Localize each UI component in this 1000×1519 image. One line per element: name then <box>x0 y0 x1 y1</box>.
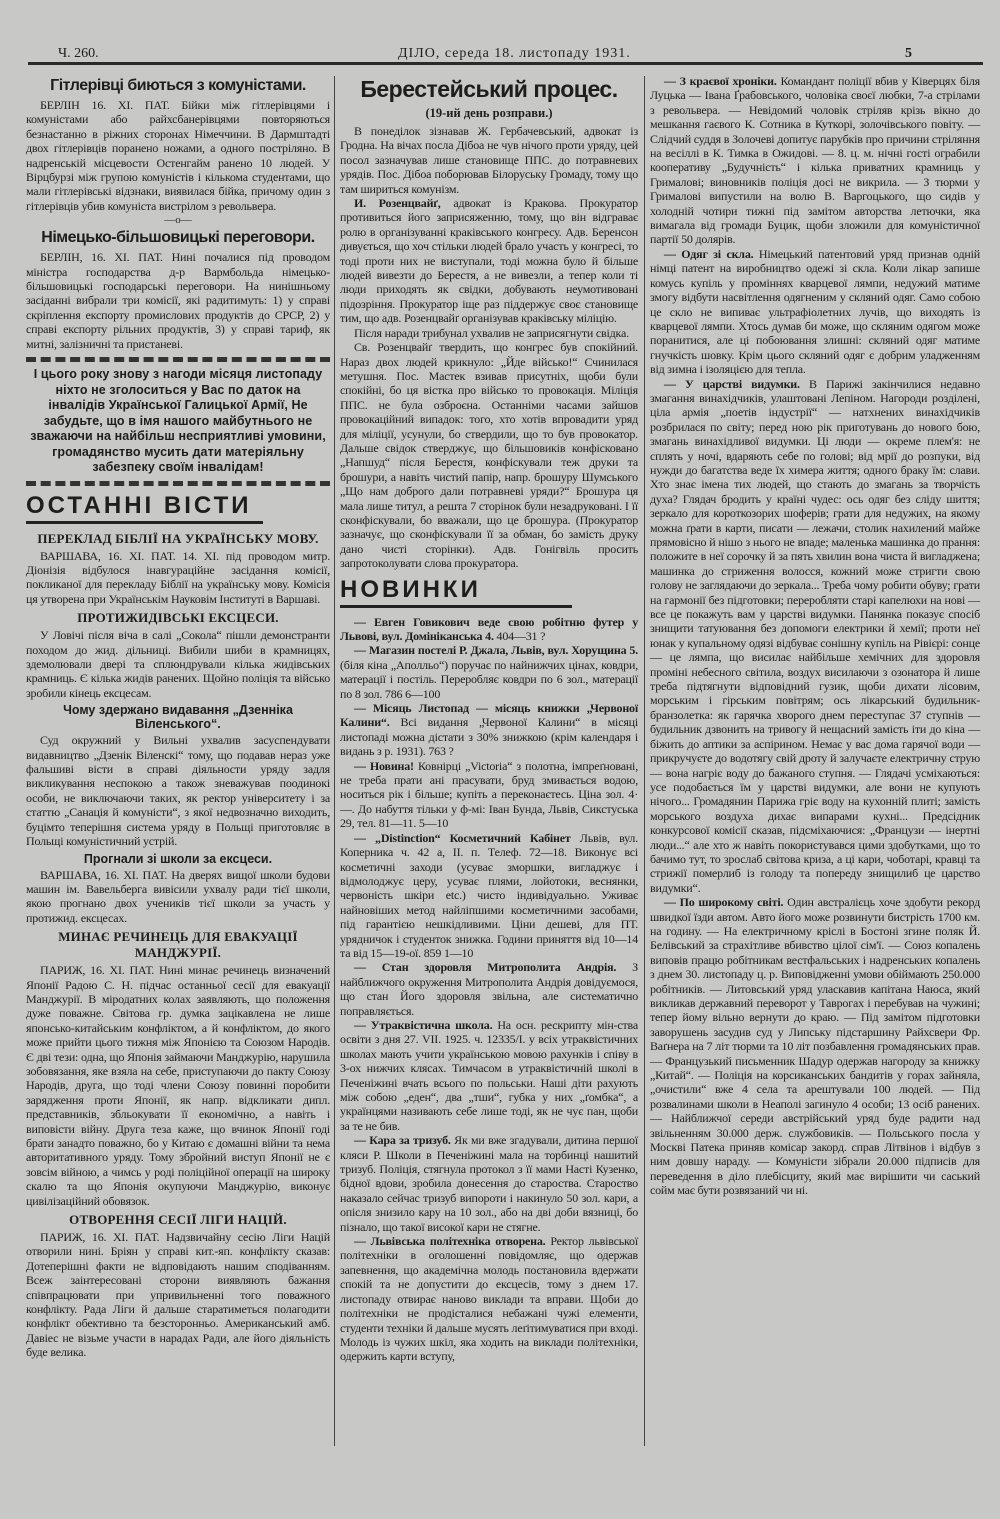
paragraph-lead: — Львівська політехніка отворена. <box>354 1234 546 1249</box>
issue-number: Ч. 260. <box>58 46 99 61</box>
article-paragraph <box>650 74 980 247</box>
newspaper-title-date: ДІЛО, середа 18. листопаду 1931. <box>398 46 631 61</box>
paragraph-lead: — Одяг зі скла. <box>664 246 754 261</box>
article-paragraph <box>650 247 980 377</box>
sub-headline: Чому здержано видавання „Дзенніка Віленського“. <box>63 703 293 732</box>
article-paragraph <box>340 759 638 831</box>
paragraph-lead: — „Distinction“ Косметичний Кабінет <box>354 830 571 845</box>
paragraph-text: 404—31 ? <box>493 629 546 643</box>
article-paragraph <box>340 1234 638 1364</box>
article-paragraph <box>340 1133 638 1234</box>
section-banner: НОВИНКИ <box>340 576 572 608</box>
paragraph-lead: — Місяць Листопад — місяць книжки „Червоної Калини“. <box>340 701 638 730</box>
column-2 <box>340 74 638 1364</box>
paragraph-lead: — Магазин постелі Р. Джала, Львів, вул. Хорущина 5. <box>354 643 638 658</box>
header-rule <box>28 62 983 65</box>
article-paragraph: ПАРИЖ, 16. XI. ПАТ. Надзвичайну сесію Ліги Націй отворили нині. Бріян у справі кит.-яп. конфлікту сказав: Дотеперішні факти не відповідають нашим сподіванням. Всеж заінтересовані сторони виявляють бажання співпрацювати при упривильненні того поважного конфлікту. Рада Ліги й дальше старатиметься полагодити конфлікт обективно та безсторонньо. Американський амб. Давіес не візьме участи в нарадах Ради, але його діяльність буде велика. <box>26 1230 330 1360</box>
article-paragraph: ВАРШАВА, 16. XI. ПАТ. На дверях вищої школи будови машин ім. Вавельберга вивісили ухвалу ради тієї школи, якою прогнано двох учеників тієї школи за участь у протижид. ексцесах. <box>26 867 330 925</box>
article-paragraph <box>650 377 980 896</box>
paragraph-lead: — Евген Говикович веде свою робітню футер у Львові, вул. Домініканська 4. <box>340 614 638 643</box>
article-paragraph: В понеділок зізнавав Ж. Гербачевський, адвокат із Гродна. На вічах посла Дібоа не чув нічого проти уряду, цей посол зазначував лише становище ППС. до потравневих урядів. Пос. Дібоа поборював Білоруську Громаду, тому що там шириться комунізм. <box>340 124 638 196</box>
article-paragraph: Після наради трибунал ухвалив не заприсягнути свідка. <box>354 325 629 340</box>
column-3 <box>650 74 980 1198</box>
column-1 <box>26 74 330 1360</box>
headline: Гітлерівці биються з комуністами. <box>50 77 306 94</box>
article-paragraph: ПАРИЖ, 16. XI. ПАТ. Нині минає речинець визначений Японії Радою С. Н. підчас останньої сесії для евакуації Манджурії. В міродатних колах заявляють, що положення дуже поважне. Світова гр. думка зацікавлена не лише японсько-китайським конфліктом, а й конфліктом, до якого може прийти цього тижня між Японією та Союзом Народів. Є дві тези: одна, що Японія займаючи Манджурію, нарушила зобовязання, яке взяла на себе, приступаючи до пакту Союзу Народів, друга, що тоді члени Союзу повинні поробити зарядження проти Японії, як напр. відкликати дипл. представників, збльокувати її економічно, а навіть і виповісти війну. Друга теза каже, що вчинок Японії годі брати занадто поважно, бо у Китаю є домашні війни та нема авторитативного уряду. Тому збройний виступ Японії не є зовсім війною, а чимсь у роді поліційної операції на широку скалю та що Японія окупуючи Манджурію, виконує цивілізаційний обовязок. <box>26 963 330 1208</box>
section-headline: МИНАЄ РЕЧИНЕЦЬ ДЛЯ ЕВАКУАЦІЇ МАНДЖУРІЇ. <box>58 929 298 961</box>
paragraph-lead: — Стан здоровля Митрополита Андрія. <box>354 960 617 975</box>
paragraph-text: Ковнірці „Victoria“ з полотна, імпреґновані, не треба прати ані прасувати, бруд змивається водою, носиться рік і більше; купіть а переконаєтесь. Ціна зол. 4·—. До набуття тільки у ф-мі: Іван Бунда, Львів, Сикстуська 29, тел. 81—11. 5—10 <box>340 758 638 831</box>
headline: Німецько-більшовицькі переговори. <box>41 229 315 247</box>
paragraph-text: Ректор львівської політехніки в оголошенні повідомляє, що одержав запевнення, що академічна молодь постановила вдержати спокій та не допустити до ексцесів, тому з днем 17. листопаду отвирає наново виклади та вправи. Щоби до політехніки не продісталися небажані чужі елементи, студенти техніки й дальше мусять леґітимуватися при вході. Молодь із чужих шкіл, яка ходить на виклади політехніки, одержить карти вступу, <box>340 1234 638 1364</box>
main-headline: Берестейський процес. <box>360 76 618 102</box>
article-paragraph <box>340 1018 638 1133</box>
paragraph-text: Німецький патентовий уряд признав одній німці патент на виробництво одежі зі скла. Коли лікар запише комусь купіль у проміннях кварцевої лямпи, недужий матиме змогу відбути насвітлення одягненим у скляний одяг. Само собою це скло не випиває ультрафіолетних лучів, що виходять із кварцевої лямпи. Хтось думав би може, що скляним одягом може поранитися, але ці побоювання злишні: скляний одяг матиме гнучкість шовку. Крім цього скляний одяг є добрим уладженням від зимна і ізоляцією для тепла. <box>650 246 980 377</box>
paragraph-lead: — Новина! <box>354 758 414 773</box>
section-headline: ПЕРЕКЛАД БІБЛІЇ НА УКРАЇНСЬКУ МОВУ. <box>37 530 319 546</box>
sub-headline: Прогнали зі школи за ексцеси. <box>83 851 273 866</box>
subtitle: (19-ий день розправи.) <box>425 106 553 120</box>
article-paragraph <box>340 643 638 701</box>
column-divider <box>644 76 645 1446</box>
paragraph-text: З найближчого окруження Митрополита Андрія довідуємося, що стан Його здоровля звільна, але систематично поправляється. <box>340 960 638 1018</box>
article-paragraph <box>340 701 638 759</box>
article-paragraph: У Ловічі після віча в салі „Сокола“ пішли демонстранти походом до жид. дільниці. Вибили шиби в крамницях, здемолювали двері та сплюндрували кілька жидівських крамниць. Є кілька жидів ранених. Щойно поліція та військо зробили кінець ексцесам. <box>26 628 330 700</box>
paragraph-lead: — Кара за тризуб. <box>354 1133 451 1148</box>
paragraph-lead: — Утраквістична школа. <box>354 1017 493 1032</box>
article-paragraph: ВАРШАВА, 16. XI. ПАТ. 14. XI. під проводом митр. Діонізія відбулося інавгураційне засідання комісії, покликаної для перекладу Біблії на українську мову. Комісія ця утворена при Українськім Науковім Інституті в Варшаві. <box>26 548 330 606</box>
article-paragraph <box>340 831 638 961</box>
article-paragraph <box>650 895 980 1198</box>
paragraph-text: Всі видання „Червоної Калини“ в місяці листопаді можна дістати з 30% знижкою (крім календаря і видань з р. 1931). 763 ? <box>340 715 638 759</box>
paragraph-text: Як ми вже згадували, дитина першої кляси Р. Школи в Печеніжині мала на торбинці нашитий тризуб. Поліція, стягнула протокол з її мами Насті Кузенко, бідної вдови, зробила донесення до староства. Староство наказало сейчас тризуб випороти і накинуло 50 зол. кари, а опісля знизило кару на 10 зол., або на дві доби вязниці, бо пізнало, що такої високої кари не стягне. <box>340 1133 638 1234</box>
article-paragraph <box>340 960 638 1018</box>
paragraph-text: адвокат із Кракова. Прокуратор противиться його заприсяженню, тому, що він відграває ролю в організуванні краківського конгресу. Адв. Беренсон дивується, що хоч стільки людей брало участь у конгресі, то тоді проти них не виступали, тоді можна було й більше людей вивезти до Берестя, а не вивезли, а тепер коли ті люди приходять як свідки, добувають неумотивовані підозріння. Прокуратор іще раз піддержує своє становище тим, що адв. Розенцвайґ організував краківську міліцію. <box>340 196 638 326</box>
paragraph-lead: И. Розенцвайґ, <box>354 196 441 211</box>
paragraph-text: В Парижі закінчилися недавно змагання винахідчиків, улаштовані Лепіном. Нагороди розділені, ціла армія „поетів індустрії“ — натхнених винахідчиків розбрилася по світу; перед ною рік приготувань до нового бою, змагань винахідливої видумки. Ці люди — окреме плем'я: не сплять у ночі, вдаряють себе по голові; від мрії до розпуки, від нужди до багатства веде їх химера життя; одного браку їм: слави. Хто знає імена тих людей, що стають до змагань за творчість духа? Глядач бродить у країні чудес: ось одяг без сліду шиття; зеркало для короткозорих шоферів; грати для недужих, на якому можна ґрати в карти, писати — лежачи, столик нахилений майже прямовісно й нішо з нього не впаде; маленька машинка до прання: положите в неї сорочку й за пять хвилин вона чиста й вигладжена; машинка до стриження волосся, кожний може стригти свою голову не заглядаючи до зеркала... Треба чому робити обуву; грати на гармонії без підготовки; переробляти старі капелюхи на нові — все це покажуть вам у царстві видумки. Панянка показує спосіб знищити татуювання без допомоги електрики й хемії; проти неї юнак у купальному одязі відбуває сонішну купіль на Рівієрі: сонце — це лямпа, що висилає найбільше хемічних для здоровля проміні небесного світила, воздух висилаючи з озонатора й лише треба підтягнути відповідний гузик, щоби дихати лісовим, морським і гірським повітрям; ось лікарський будильник-бранзолетка: як гарячка хворого днем переступає 37 ступнів — будильник дзвонить на тривогу й нещасний замість іти до кіна — біжить до аптики за аспірином. Немає у вас дома гарячої води — прикручуєте до водотягу свій дроту й залучаєте електричну струю — вона нагріє воду до бажаного ступня. — Глядачі усміхаються: усе подобається їм у царстві видумки, але вони не купують нічого... Громадянин Парижа гріє воду на кухонній плиті; замість морського воздуха дихає випарами кухні... Предсідник конкурсової комісії сказав, підсміхаючися: „Французи — інертні люди...“ але хто ж навіть покористувався цими здобутками, що то бачимо тут, то зрослаб світова криза, а ці кари, чоботарі, кравці та стрижії померлиб із голоду та попереду знищилиб це царство видумки“. <box>650 376 980 895</box>
paragraph-lead: — З краєвої хроніки. <box>664 74 777 88</box>
paragraph-text: Один австралієць хоче здобути рекорд швидкої їзди автом. Авто його може розвинути бистрість 1700 км. на годину. — На електричному кріслі в Бостоні згине поляк Й. Белівський за страхітливе вбивство цілої сім'ї. — Союз копалень виповів працю робітникам вестфальських і надренських копалень з днем 30. листопаду ц. р. Виповідженні умови обіймають 250.000 робітників. — Литовський уряд улаcкавив капітана Наюса, який викликав державний переворот у Таврогах і перебував на чужині; тепер йому вільно вернути до краю. — Під замітом підготовки заворушень засудив суд у Липську підстаршину Райхсвери Фр. Ваґнера на 7 літ тюрми та 10 літ позбавлення громадянських прав. — Французький письменник Шадур одержав нагороду за книжку „Китай“. — Поліція на корсиканських бандитів у горах зайняла, „очистили“ вже 4 села та арештували 100 людей. — Під розвалинами школи в Неаполі загинуло 4 особи; 13 осіб ранених. — Найближчої середи австрійський уряд буде радити над звільненням 30.000 держ. службовиків. — Польського посла у Москві Патека приняв комісар закорд. справ Літвінов і відбув з ним довшу нараду. — Комуністи зібрали 20.000 підписів для переведення в діло плебісциту, який має вирішити чи саський сойм має бути розвязаний чи ні. <box>650 895 981 1198</box>
section-banner: ОСТАННІ ВІСТИ <box>26 492 263 524</box>
paragraph-lead: — У царстві видумки. <box>664 376 800 391</box>
paragraph-lead: — По широкому світі. <box>664 895 784 910</box>
section-headline: ПРОТИЖИДІВСЬКІ ЕКСЦЕСИ. <box>77 610 279 626</box>
paragraph-text: Львів, вул. Коперника ч. 42 а, II. п. Телеф. 72—18. Виконує всі косметичні заходи (усуває зморшки, вигладжує і відмолоджує церу, усуває плями, лойотоки, веснянки, червоність шкіри etc.) чисто індивідуально. Уживає найновіших метод найліпшими косметичними засобами, під гарантією нешкідливими. Ціни дешеві, для ПТ. урядничок і студенток знижка. Години приняття від 10—14 та від 15—19-ої. 859 1—10 <box>340 830 638 960</box>
separator: —o— <box>164 214 192 227</box>
article-paragraph: Св. Розенцвайґ твердить, що конгрес був спокійний. Нараз двох людей крикнуло: „Йде військо!“ Счинилася метушня. Пос. Мастек взивав присутніх, щоби були спокійні, бо ця вістка про військо то провокація. Міліція ППС. не була озброєна. Останніми часами зайшов провокаційний випадок: того, хто хотів впровадити уряд для міліції, усунули, бо ствердили, що то був провокатор. Дальше свідок стверджує, що більшовиків конфісковано „Напшуд“ після Берестя, конфіскували теж друки та брошури, а навіть чистий папір, напр. брошуру Шумського „Що нам доброго дали потравневі уряди?“ Брошура ця мала лише титул, а решта 7 сторінок були незадруковані. І її сконфіскували, бо вважали, що це брошура. (Прокуратор зазначує, що сконфіскували її за обман, бо замість друку дано чисті сторінки). Адв. Гонігвіль просить запротоколувати слова прокуратора. <box>340 340 638 571</box>
article-paragraph <box>340 615 638 644</box>
article-paragraph <box>340 196 638 326</box>
appeal-box: І цього року знову з нагоди місяця листопаду ніхто не зголоситься у Вас по даток на інвалідів Української Галицької Армії, Не забудьте, що в імя нашого майбутнього не зважаючи на найбільш несприятливі умовини, громадянство мусить дати матеріяльну забезпеку своїм інвалідам! <box>26 357 330 486</box>
article-paragraph: БЕРЛІН 16. XI. ПАТ. Бійки між гітлерівцями і комуністами або райхсбанерівцями повторяються безнастанно в ріжних сторонах Німеччини. В Дармштадті двох гітлерівців поранено ножами, а одного постріляно. В надренській місцевости Остенгайм ранено 10 людей. У Вірцбурзі між групою комуністів і кількома студентами, що мали гітлерівські відзнаки, виявилася бійка, причому один з гітлерівців убив комуніста вистрілом з револьвера. <box>26 98 330 213</box>
paragraph-text: Командант поліції вбив у Ківерцях біля Луцька — Івана Ґрабовського, чоловіка своєї любки, 7-а стрілами з револьвера. — Невідомий чоловік стріляв крізь вікно до мешкання гаєвого К. Сотника в Куткорі, золочівського повіту. — Слідчий суддя в Золочеві допитує парубків про причини стріляння на весіллі в К. Тимка в Ожидові. — 8. ц. м. нічні гості ограбили кооперативу „Будучність“ і кілька приватних крамниць у Грималові; виновників поліція досі не викрила. — З тюрми у Грималові випустили на волю В. Варгоцького, що сидів у холодній чотири тижні під замітом авторства летючки, яка вимагала від громади Буцик, щоби зложили для комуністичної партії 50 долярів. <box>650 74 980 247</box>
section-headline: ОТВОРЕННЯ СЕСІЇ ЛІГИ НАЦІЙ. <box>69 1212 287 1228</box>
paragraph-text: На осн. рескрипту мін-ства освіти з дня 27. VII. 1925. ч. 12335/І. у всіх утраквістичних школах мають учити українською мовою рахунків і співу в 3-ох нижчих клясах. Тимчасом в утраквістичній школі в Печеніжині вчать всього по польськи. Наші діти рахують між собою „еден“, два „тши“, губка у них „ґомбка“, а українцями називають себе лише тоді, як не чує пан, щоби за те не бив. <box>340 1017 638 1133</box>
paragraph-text: (біля кіна „Аполльо“) поручає по найнижчих цінах, ковдри, матерації і постіль. Переробляє ковдри по 6 зол., матерації по 8 зол. 786 6—100 <box>340 657 638 701</box>
column-divider <box>334 76 335 1446</box>
page-number: 5 <box>905 46 912 61</box>
article-paragraph: Суд окружний у Вильні ухвалив засуспендувати видавництво „Дзенік Віленскі“ тому, що подавав нераз уже фальшиві вісти в справі діяльности уряду задля викликування неспокою а також зневажував поодинокі особи, не виключаючи таких, як ректор університету і за статтю „Санація й комуністи“, з якої недвозначно виходить, буцімто теперішня система уряду в Польщі приготовляє в Польщі комуністичний устрій. <box>26 733 330 849</box>
article-paragraph: БЕРЛІН, 16. XI. ПАТ. Нині почалися під проводом міністра господарства д-р Вармбольда німецько-більшовицькі господарські переговори. На нинішньому засіданні вибрали три комісії, які радитимуть: 1) у справі скріплення експорту промислових продуктів до СРСР, 2) у справі експорту рільних продуктів, 3) у справі тариф, як митні, залізничні та пристаневі. <box>26 250 330 351</box>
